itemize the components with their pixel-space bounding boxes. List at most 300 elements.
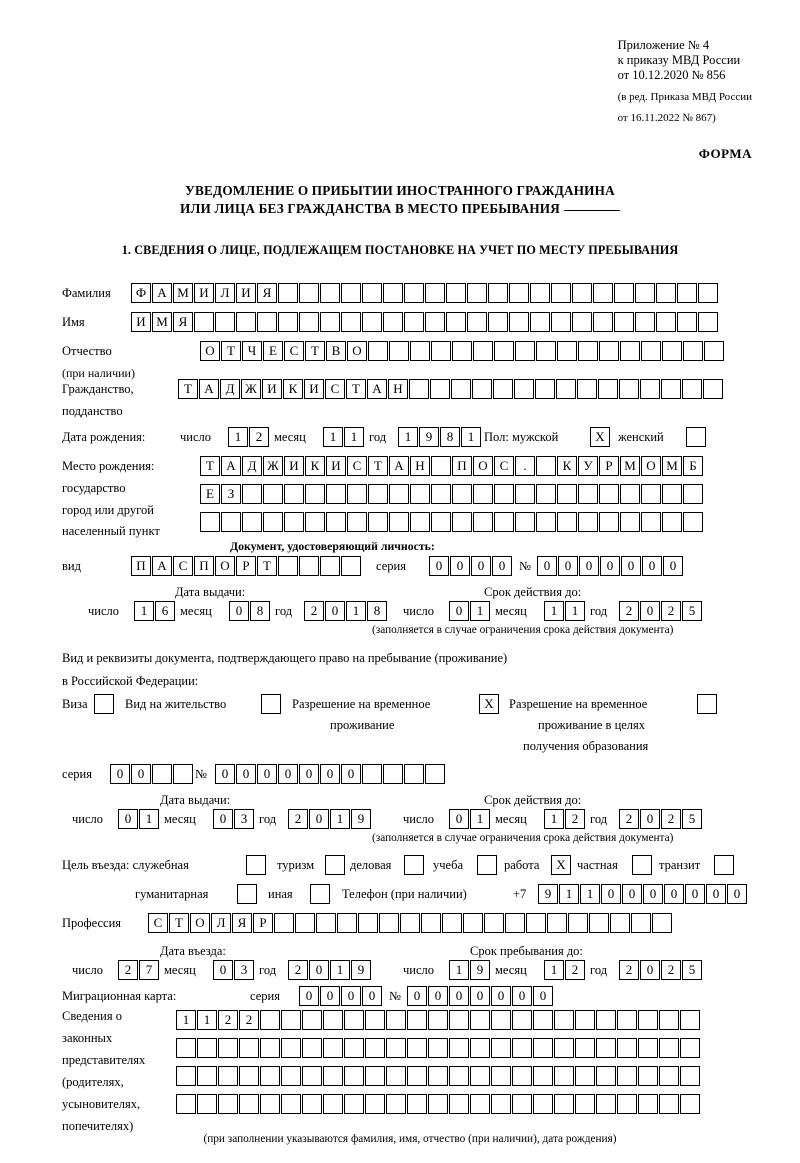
birthdate-year-input[interactable]: [398, 427, 482, 447]
char-cell[interactable]: 1: [470, 601, 490, 621]
char-cell[interactable]: [491, 1066, 511, 1086]
char-cell[interactable]: [547, 913, 567, 933]
char-cell[interactable]: 2: [249, 427, 269, 447]
char-cell[interactable]: 0: [579, 556, 599, 576]
char-cell[interactable]: [512, 1038, 532, 1058]
char-cell[interactable]: X: [590, 427, 610, 447]
char-cell[interactable]: [197, 1094, 217, 1114]
char-cell[interactable]: [389, 341, 409, 361]
char-cell[interactable]: [467, 283, 487, 303]
char-cell[interactable]: 0: [215, 764, 235, 784]
char-cell[interactable]: Т: [221, 341, 241, 361]
char-cell[interactable]: 9: [419, 427, 439, 447]
char-cell[interactable]: О: [200, 341, 220, 361]
char-cell[interactable]: [383, 764, 403, 784]
char-cell[interactable]: 8: [440, 427, 460, 447]
char-cell[interactable]: [578, 484, 598, 504]
char-cell[interactable]: 0: [118, 809, 138, 829]
char-cell[interactable]: 0: [642, 556, 662, 576]
char-cell[interactable]: 9: [351, 809, 371, 829]
char-cell[interactable]: [246, 855, 266, 875]
char-cell[interactable]: 9: [538, 884, 558, 904]
char-cell[interactable]: [515, 341, 535, 361]
char-cell[interactable]: 0: [299, 986, 319, 1006]
char-cell[interactable]: 0: [407, 986, 427, 1006]
char-cell[interactable]: [389, 512, 409, 532]
char-cell[interactable]: [638, 1010, 658, 1030]
char-cell[interactable]: [593, 283, 613, 303]
char-cell[interactable]: С: [347, 456, 367, 476]
char-cell[interactable]: [299, 283, 319, 303]
char-cell[interactable]: И: [194, 283, 214, 303]
char-cell[interactable]: [596, 1010, 616, 1030]
char-cell[interactable]: [620, 512, 640, 532]
char-cell[interactable]: [683, 512, 703, 532]
char-cell[interactable]: И: [131, 312, 151, 332]
char-cell[interactable]: [526, 913, 546, 933]
char-cell[interactable]: [320, 556, 340, 576]
birthdate-month-input[interactable]: [323, 427, 365, 447]
char-cell[interactable]: 0: [450, 556, 470, 576]
char-cell[interactable]: [410, 484, 430, 504]
char-cell[interactable]: [344, 1066, 364, 1086]
char-cell[interactable]: 0: [213, 809, 233, 829]
char-cell[interactable]: 0: [706, 884, 726, 904]
char-cell[interactable]: 7: [139, 960, 159, 980]
char-cell[interactable]: [383, 312, 403, 332]
char-cell[interactable]: [596, 1094, 616, 1114]
char-cell[interactable]: Н: [410, 456, 430, 476]
char-cell[interactable]: [473, 484, 493, 504]
char-cell[interactable]: О: [190, 913, 210, 933]
char-cell[interactable]: Т: [305, 341, 325, 361]
char-cell[interactable]: 2: [288, 809, 308, 829]
char-cell[interactable]: 0: [428, 986, 448, 1006]
char-cell[interactable]: [714, 855, 734, 875]
citizenship-input[interactable]: [178, 379, 724, 399]
char-cell[interactable]: [383, 283, 403, 303]
char-cell[interactable]: [362, 283, 382, 303]
char-cell[interactable]: [536, 456, 556, 476]
char-cell[interactable]: [638, 1038, 658, 1058]
char-cell[interactable]: 0: [449, 809, 469, 829]
char-cell[interactable]: Ф: [131, 283, 151, 303]
char-cell[interactable]: [281, 1010, 301, 1030]
char-cell[interactable]: [614, 283, 634, 303]
char-cell[interactable]: [470, 1066, 490, 1086]
char-cell[interactable]: [410, 341, 430, 361]
char-cell[interactable]: [239, 1038, 259, 1058]
char-cell[interactable]: [410, 512, 430, 532]
char-cell[interactable]: [365, 1066, 385, 1086]
char-cell[interactable]: [431, 512, 451, 532]
char-cell[interactable]: [635, 283, 655, 303]
char-cell[interactable]: [221, 512, 241, 532]
char-cell[interactable]: [386, 1038, 406, 1058]
char-cell[interactable]: [295, 913, 315, 933]
char-cell[interactable]: [425, 764, 445, 784]
char-cell[interactable]: [505, 913, 525, 933]
char-cell[interactable]: [596, 1066, 616, 1086]
char-cell[interactable]: [368, 341, 388, 361]
char-cell[interactable]: И: [236, 283, 256, 303]
char-cell[interactable]: [400, 913, 420, 933]
char-cell[interactable]: [446, 312, 466, 332]
char-cell[interactable]: И: [262, 379, 282, 399]
char-cell[interactable]: [536, 512, 556, 532]
name-input[interactable]: [131, 312, 719, 332]
char-cell[interactable]: С: [494, 456, 514, 476]
char-cell[interactable]: 1: [330, 809, 350, 829]
char-cell[interactable]: [278, 283, 298, 303]
char-cell[interactable]: [449, 1094, 469, 1114]
char-cell[interactable]: 1: [565, 601, 585, 621]
char-cell[interactable]: [575, 1010, 595, 1030]
char-cell[interactable]: [341, 283, 361, 303]
char-cell[interactable]: Ч: [242, 341, 262, 361]
char-cell[interactable]: [662, 341, 682, 361]
char-cell[interactable]: [680, 1038, 700, 1058]
char-cell[interactable]: [557, 484, 577, 504]
char-cell[interactable]: [305, 512, 325, 532]
char-cell[interactable]: [263, 512, 283, 532]
char-cell[interactable]: Р: [253, 913, 273, 933]
char-cell[interactable]: 0: [325, 601, 345, 621]
char-cell[interactable]: У: [578, 456, 598, 476]
char-cell[interactable]: [236, 312, 256, 332]
char-cell[interactable]: [341, 556, 361, 576]
purpose-other-checkbox[interactable]: [310, 884, 331, 904]
char-cell[interactable]: [578, 341, 598, 361]
char-cell[interactable]: [635, 312, 655, 332]
char-cell[interactable]: А: [221, 456, 241, 476]
char-cell[interactable]: Л: [211, 913, 231, 933]
char-cell[interactable]: [659, 1038, 679, 1058]
char-cell[interactable]: [491, 1038, 511, 1058]
char-cell[interactable]: 0: [664, 884, 684, 904]
char-cell[interactable]: [261, 694, 281, 714]
purpose-business-checkbox[interactable]: [404, 855, 425, 875]
char-cell[interactable]: М: [620, 456, 640, 476]
char-cell[interactable]: 0: [341, 764, 361, 784]
char-cell[interactable]: Т: [257, 556, 277, 576]
char-cell[interactable]: [641, 341, 661, 361]
char-cell[interactable]: [197, 1066, 217, 1086]
char-cell[interactable]: [533, 1066, 553, 1086]
char-cell[interactable]: 0: [537, 556, 557, 576]
char-cell[interactable]: [362, 764, 382, 784]
char-cell[interactable]: [554, 1066, 574, 1086]
stay-month-input[interactable]: [544, 960, 586, 980]
char-cell[interactable]: [536, 484, 556, 504]
char-cell[interactable]: [610, 913, 630, 933]
identity-valid-day-input[interactable]: [449, 601, 491, 621]
char-cell[interactable]: 2: [239, 1010, 259, 1030]
char-cell[interactable]: [682, 379, 702, 399]
char-cell[interactable]: Е: [263, 341, 283, 361]
char-cell[interactable]: [472, 379, 492, 399]
char-cell[interactable]: А: [152, 556, 172, 576]
char-cell[interactable]: Т: [346, 379, 366, 399]
migration-series-input[interactable]: [299, 986, 383, 1006]
char-cell[interactable]: 1: [344, 427, 364, 447]
char-cell[interactable]: [362, 312, 382, 332]
char-cell[interactable]: 1: [346, 601, 366, 621]
char-cell[interactable]: А: [199, 379, 219, 399]
identity-doc-number-input[interactable]: [537, 556, 684, 576]
char-cell[interactable]: [617, 1066, 637, 1086]
char-cell[interactable]: 0: [429, 556, 449, 576]
char-cell[interactable]: 1: [461, 427, 481, 447]
char-cell[interactable]: [386, 1094, 406, 1114]
char-cell[interactable]: [281, 1094, 301, 1114]
char-cell[interactable]: [473, 341, 493, 361]
char-cell[interactable]: [284, 512, 304, 532]
char-cell[interactable]: 1: [544, 960, 564, 980]
char-cell[interactable]: [659, 1094, 679, 1114]
char-cell[interactable]: [491, 1010, 511, 1030]
char-cell[interactable]: П: [452, 456, 472, 476]
char-cell[interactable]: [320, 283, 340, 303]
char-cell[interactable]: [640, 379, 660, 399]
char-cell[interactable]: 9: [470, 960, 490, 980]
stay-doc-series-input[interactable]: [110, 764, 194, 784]
char-cell[interactable]: [638, 1066, 658, 1086]
char-cell[interactable]: [512, 1010, 532, 1030]
char-cell[interactable]: О: [347, 341, 367, 361]
sex-female-checkbox[interactable]: [686, 427, 707, 447]
birthdate-day-input[interactable]: [228, 427, 270, 447]
char-cell[interactable]: 2: [661, 601, 681, 621]
char-cell[interactable]: [683, 341, 703, 361]
char-cell[interactable]: И: [284, 456, 304, 476]
char-cell[interactable]: [404, 764, 424, 784]
char-cell[interactable]: Т: [169, 913, 189, 933]
residence-checkbox[interactable]: [261, 694, 282, 714]
purpose-private-checkbox[interactable]: [632, 855, 653, 875]
char-cell[interactable]: [577, 379, 597, 399]
char-cell[interactable]: [638, 1094, 658, 1114]
char-cell[interactable]: [680, 1066, 700, 1086]
temp-residence-checkbox[interactable]: [479, 694, 500, 714]
char-cell[interactable]: [347, 484, 367, 504]
char-cell[interactable]: [386, 1066, 406, 1086]
char-cell[interactable]: [152, 764, 172, 784]
char-cell[interactable]: [239, 1094, 259, 1114]
char-cell[interactable]: М: [662, 456, 682, 476]
char-cell[interactable]: [488, 283, 508, 303]
char-cell[interactable]: 0: [640, 809, 660, 829]
char-cell[interactable]: Я: [173, 312, 193, 332]
stay-valid-month-input[interactable]: [544, 809, 586, 829]
char-cell[interactable]: [620, 341, 640, 361]
char-cell[interactable]: [176, 1094, 196, 1114]
representatives-row-4[interactable]: [176, 1094, 701, 1114]
char-cell[interactable]: [299, 312, 319, 332]
stay-issue-month-input[interactable]: [213, 809, 255, 829]
entry-year-input[interactable]: [288, 960, 372, 980]
char-cell[interactable]: [677, 312, 697, 332]
char-cell[interactable]: [515, 484, 535, 504]
char-cell[interactable]: [463, 913, 483, 933]
char-cell[interactable]: [446, 283, 466, 303]
char-cell[interactable]: [659, 1010, 679, 1030]
char-cell[interactable]: 1: [197, 1010, 217, 1030]
char-cell[interactable]: [554, 1094, 574, 1114]
birthplace-row-2[interactable]: [200, 484, 704, 504]
char-cell[interactable]: [299, 556, 319, 576]
char-cell[interactable]: 3: [234, 809, 254, 829]
char-cell[interactable]: [409, 379, 429, 399]
char-cell[interactable]: 9: [351, 960, 371, 980]
char-cell[interactable]: [281, 1066, 301, 1086]
char-cell[interactable]: [512, 1094, 532, 1114]
char-cell[interactable]: 0: [320, 764, 340, 784]
char-cell[interactable]: 2: [661, 960, 681, 980]
char-cell[interactable]: [530, 283, 550, 303]
purpose-study-checkbox[interactable]: [477, 855, 498, 875]
char-cell[interactable]: [512, 1066, 532, 1086]
char-cell[interactable]: [551, 312, 571, 332]
char-cell[interactable]: 1: [580, 884, 600, 904]
char-cell[interactable]: [488, 312, 508, 332]
sex-male-checkbox[interactable]: [590, 427, 611, 447]
char-cell[interactable]: 1: [449, 960, 469, 980]
char-cell[interactable]: [470, 1010, 490, 1030]
char-cell[interactable]: [575, 1038, 595, 1058]
entry-month-input[interactable]: [213, 960, 255, 980]
char-cell[interactable]: [404, 855, 424, 875]
char-cell[interactable]: [242, 512, 262, 532]
char-cell[interactable]: [494, 341, 514, 361]
char-cell[interactable]: [598, 379, 618, 399]
profession-input[interactable]: [148, 913, 673, 933]
char-cell[interactable]: [257, 312, 277, 332]
char-cell[interactable]: 0: [663, 556, 683, 576]
char-cell[interactable]: [641, 484, 661, 504]
char-cell[interactable]: 0: [643, 884, 663, 904]
char-cell[interactable]: Р: [599, 456, 619, 476]
char-cell[interactable]: [662, 512, 682, 532]
char-cell[interactable]: [323, 1094, 343, 1114]
char-cell[interactable]: 5: [682, 601, 702, 621]
identity-doc-type-input[interactable]: [131, 556, 362, 576]
stay-issue-year-input[interactable]: [288, 809, 372, 829]
char-cell[interactable]: Я: [232, 913, 252, 933]
char-cell[interactable]: 0: [727, 884, 747, 904]
char-cell[interactable]: 0: [622, 884, 642, 904]
char-cell[interactable]: [551, 283, 571, 303]
char-cell[interactable]: [325, 855, 345, 875]
char-cell[interactable]: [656, 312, 676, 332]
char-cell[interactable]: А: [367, 379, 387, 399]
char-cell[interactable]: [431, 341, 451, 361]
char-cell[interactable]: С: [325, 379, 345, 399]
char-cell[interactable]: [323, 1066, 343, 1086]
char-cell[interactable]: [617, 1010, 637, 1030]
char-cell[interactable]: [407, 1010, 427, 1030]
identity-issue-month-input[interactable]: [229, 601, 271, 621]
char-cell[interactable]: 1: [134, 601, 154, 621]
char-cell[interactable]: К: [557, 456, 577, 476]
char-cell[interactable]: Я: [257, 283, 277, 303]
purpose-humanitarian-checkbox[interactable]: [237, 884, 258, 904]
char-cell[interactable]: [572, 283, 592, 303]
char-cell[interactable]: И: [326, 456, 346, 476]
char-cell[interactable]: 0: [640, 960, 660, 980]
char-cell[interactable]: 2: [565, 809, 585, 829]
char-cell[interactable]: [218, 1066, 238, 1086]
char-cell[interactable]: [274, 913, 294, 933]
char-cell[interactable]: 0: [299, 764, 319, 784]
char-cell[interactable]: 0: [558, 556, 578, 576]
char-cell[interactable]: [278, 556, 298, 576]
char-cell[interactable]: [215, 312, 235, 332]
char-cell[interactable]: [407, 1066, 427, 1086]
char-cell[interactable]: 0: [685, 884, 705, 904]
char-cell[interactable]: 5: [682, 809, 702, 829]
char-cell[interactable]: [344, 1094, 364, 1114]
char-cell[interactable]: 2: [619, 809, 639, 829]
char-cell[interactable]: 0: [449, 986, 469, 1006]
char-cell[interactable]: [494, 512, 514, 532]
char-cell[interactable]: [661, 379, 681, 399]
char-cell[interactable]: 0: [492, 556, 512, 576]
char-cell[interactable]: Ж: [263, 456, 283, 476]
char-cell[interactable]: М: [152, 312, 172, 332]
char-cell[interactable]: 0: [278, 764, 298, 784]
char-cell[interactable]: [407, 1038, 427, 1058]
char-cell[interactable]: [568, 913, 588, 933]
char-cell[interactable]: [593, 312, 613, 332]
char-cell[interactable]: [428, 1038, 448, 1058]
stay-issue-day-input[interactable]: [118, 809, 160, 829]
char-cell[interactable]: 0: [640, 601, 660, 621]
char-cell[interactable]: [368, 512, 388, 532]
char-cell[interactable]: [428, 1010, 448, 1030]
char-cell[interactable]: 1: [323, 427, 343, 447]
char-cell[interactable]: [631, 913, 651, 933]
purpose-service-checkbox[interactable]: [246, 855, 267, 875]
char-cell[interactable]: 0: [341, 986, 361, 1006]
char-cell[interactable]: [302, 1010, 322, 1030]
identity-valid-year-input[interactable]: [619, 601, 703, 621]
char-cell[interactable]: [449, 1038, 469, 1058]
char-cell[interactable]: 2: [288, 960, 308, 980]
char-cell[interactable]: [641, 512, 661, 532]
char-cell[interactable]: [509, 312, 529, 332]
char-cell[interactable]: 0: [236, 764, 256, 784]
char-cell[interactable]: 2: [661, 809, 681, 829]
char-cell[interactable]: [703, 379, 723, 399]
char-cell[interactable]: [554, 1010, 574, 1030]
char-cell[interactable]: [176, 1066, 196, 1086]
char-cell[interactable]: [337, 913, 357, 933]
char-cell[interactable]: [452, 341, 472, 361]
char-cell[interactable]: 5: [682, 960, 702, 980]
char-cell[interactable]: К: [305, 456, 325, 476]
char-cell[interactable]: 0: [213, 960, 233, 980]
purpose-transit-checkbox[interactable]: [714, 855, 735, 875]
char-cell[interactable]: [365, 1094, 385, 1114]
char-cell[interactable]: А: [389, 456, 409, 476]
char-cell[interactable]: [176, 1038, 196, 1058]
char-cell[interactable]: [533, 1010, 553, 1030]
char-cell[interactable]: [194, 312, 214, 332]
char-cell[interactable]: [467, 312, 487, 332]
char-cell[interactable]: [365, 1038, 385, 1058]
char-cell[interactable]: [431, 456, 451, 476]
